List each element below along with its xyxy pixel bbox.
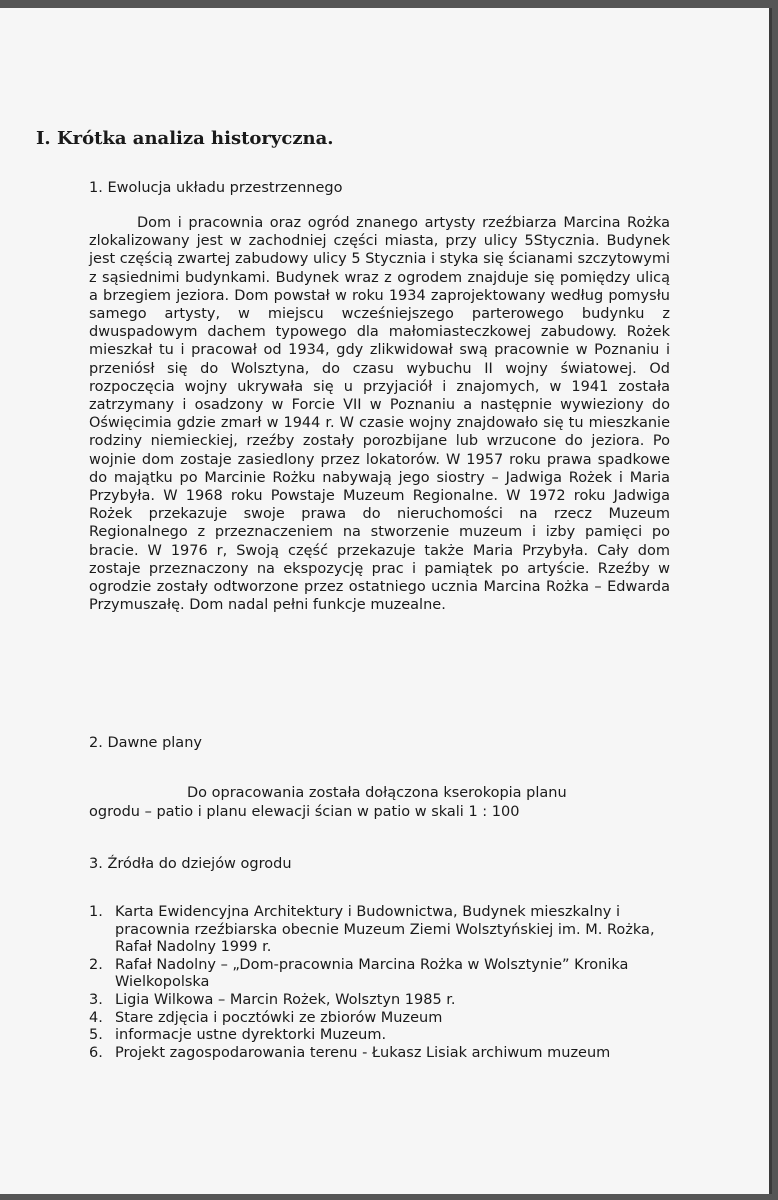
list-item <box>89 1010 679 1028</box>
list-item-text: Ligia Wilkowa – Marcin Rożek, Wolsztyn 1985 r. <box>115 991 456 1008</box>
list-item-number: 3. <box>89 991 103 1008</box>
list-item-text: Karta Ewidencyjna Architektury i Budownictwa, Budynek mieszkalny i pracownia rzeźbiarska obecnie Muzeum Ziemi Wolsztyńskiej im. M. Rożka, Rafał Nadolny 1999 r. <box>115 904 655 956</box>
section-3-title: 3. Źródła do dziejów ogrodu <box>89 856 292 872</box>
sources-list <box>89 904 679 1062</box>
section-2-paragraph <box>89 784 609 822</box>
section-1-paragraph <box>89 214 670 614</box>
document-page <box>0 8 772 1194</box>
list-item-number: 2. <box>89 956 103 973</box>
list-item <box>89 957 679 992</box>
list-item-text: informacje ustne dyrektorki Muzeum. <box>115 1027 387 1044</box>
list-item-number: 5. <box>89 1027 103 1044</box>
section-2-paragraph-text: Do opracowania została dołączona kserokopia planu ogrodu – patio i planu elewacji ścian w patio w skali 1 : 100 <box>89 785 567 820</box>
list-item-number: 4. <box>89 1009 103 1026</box>
list-item-text: Rafał Nadolny – „Dom-pracownia Marcina Rożka w Wolsztynie” Kronika Wielkopolska <box>115 956 629 991</box>
list-item <box>89 1027 679 1045</box>
section-1-title: 1. Ewolucja układu przestrzennego <box>89 180 343 196</box>
list-item-text: Stare zdjęcia i pocztówki ze zbiorów Muzeum <box>115 1009 443 1026</box>
list-item-number: 1. <box>89 904 103 920</box>
list-item-text: Projekt zagospodarowania terenu - Łukasz Lisiak archiwum muzeum <box>115 1044 611 1061</box>
list-item <box>89 992 679 1010</box>
list-item-number: 6. <box>89 1044 103 1061</box>
document-heading: I. Krótka analiza historyczna. <box>36 128 334 149</box>
section-1-paragraph-text: Dom i pracownia oraz ogród znanego artysty rzeźbiarza Marcina Rożka zlokalizowany jest w zachodniej części miasta, przy ulicy 5Stycznia. Budynek jest częścią zwartej zabudowy ulicy 5 Stycznia i styka się ścianami szczytowymi z sąsiednimi budynkami. Budynek wraz z ogrodem znajduje się pomiędzy ulicą a brzegiem jeziora. Dom powstał w roku 1934 zaprojektowany według pomysłu samego artysty, w miejscu wcześniejszego parterowego budynku z dwuspadowym dachem typowego dla małomiasteczkowej zabudowy. Rożek mieszkał tu i pracował od 1934, gdy zlikwidował swą pracownie w Poznaniu i przeniósł się do Wolsztyna, do czasu wybuchu II wojny światowej. Od rozpoczęcia wojny ukrywała się u przyjaciół i znajomych, w 1941 została zatrzymany i osadzony w Forcie VII w Poznaniu a następnie wywieziony do Oświęcimia gdzie zmarł w 1944 r. W czasie wojny znajdowało się tu mieszkanie rodziny niemieckiej, rzeźby zostały porozbijane lub wrzucone do jeziora. Po wojnie dom zostaje zasiedlony przez lokatorów. W 1957 roku prawa spadkowe do majątku po Marcinie Rożku nabywają jego siostry – Jadwiga Rożek i Maria Przybyła. W 1968 roku Powstaje Muzeum Regionalne. W 1972 roku Jadwiga Rożek przekazuje swoje prawa do nieruchomości na rzecz Muzeum Regionalnego z przeznaczeniem na stworzenie muzeum i izby pamięci po bracie. W 1976 r, Swoją część przekazuje także Maria Przybyła. Cały dom zostaje przeznaczony na ekspozycję prac i pamiątek po artyście. Rzeźby w ogrodzie zostały odtworzone przez ostatniego ucznia Marcina Rożka – Edwarda Przymuszałę. Dom nadal pełni funkcje muzealne. <box>89 215 670 614</box>
list-item <box>89 904 679 957</box>
list-item <box>89 1045 679 1063</box>
section-2-title: 2. Dawne plany <box>89 735 202 751</box>
